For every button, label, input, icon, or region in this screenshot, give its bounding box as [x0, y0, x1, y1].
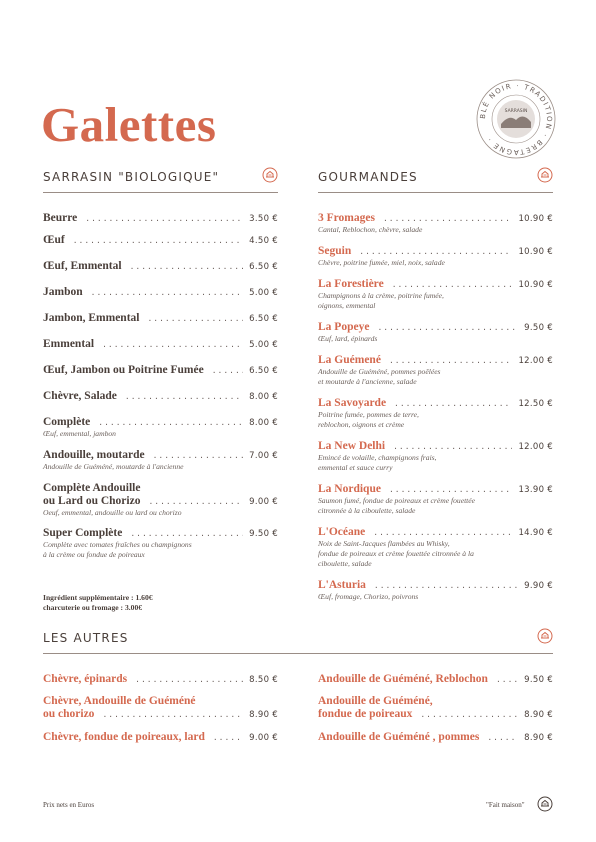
item-name: Chèvre, épinards [43, 673, 128, 685]
item-price: 9.00 € [249, 733, 278, 743]
item-name-line1: Chèvre, Andouille de Guéméné [43, 695, 196, 707]
menu-item [43, 312, 278, 324]
item-name: Jambon [43, 286, 83, 298]
menu-item [43, 673, 278, 685]
fait-maison-icon [537, 628, 553, 644]
item-price: 10.90 € [518, 214, 553, 224]
item-name: Super Complète [43, 527, 123, 539]
menu-item [318, 440, 553, 473]
item-description: Oeuf, emmental, andouille ou lard ou chorizo [43, 508, 182, 517]
menu-item [318, 397, 553, 430]
item-description: emmental et sauce curry [318, 462, 393, 472]
item-price: 3.50 € [249, 214, 278, 224]
item-description: Andouille de Guéméné, pommes poêlées [318, 367, 441, 376]
item-price: 7.00 € [249, 451, 278, 461]
item-price: 14.90 € [518, 528, 553, 538]
item-price: 9.90 € [524, 581, 553, 591]
item-price: 12.00 € [518, 356, 553, 366]
item-price: 9.50 € [524, 323, 553, 333]
item-name: La Guémené [318, 354, 381, 366]
fait-maison-icon [537, 167, 553, 183]
item-name: Andouille de Guéméné , pommes [318, 731, 480, 743]
item-name: Œuf, Jambon ou Poitrine Fumée [43, 364, 204, 376]
item-description: Champignons à la crème, poitrine fumée, [318, 291, 444, 300]
item-price: 8.90 € [249, 710, 278, 720]
section-title-gourmandes: GOURMANDES [318, 170, 418, 184]
item-name: Seguin [318, 245, 352, 257]
item-price: 9.50 € [249, 529, 278, 539]
item-price: 12.50 € [518, 399, 553, 409]
item-price: 6.50 € [249, 262, 278, 272]
item-description: Œuf, lard, épinards [318, 334, 378, 343]
item-price: 8.00 € [249, 418, 278, 428]
ble-noir-seal-icon [475, 78, 557, 160]
seal-center-text: SARRASIN [504, 109, 528, 114]
page-title: Galettes [41, 97, 217, 152]
menu-item [318, 278, 553, 311]
supplement-line: charcuterie ou fromage : 3.00€ [43, 603, 143, 612]
menu-item [318, 579, 553, 602]
item-description: Saumon fumé, fondue de poireaux et crème fouettée [318, 496, 476, 505]
item-price: 4.50 € [249, 236, 278, 246]
section-title-sarrasin: SARRASIN "BIOLOGIQUE" [43, 170, 220, 184]
item-price: 10.90 € [518, 280, 553, 290]
item-description: oignons, emmental [318, 300, 376, 310]
item-price: 6.50 € [249, 314, 278, 324]
menu-item [43, 234, 278, 246]
item-price: 9.50 € [524, 675, 553, 685]
item-description: et moutarde à l'ancienne, salade [318, 376, 417, 386]
item-description: ciboulette, salade [318, 558, 372, 568]
menu-item [318, 354, 553, 387]
menu-item [318, 212, 553, 235]
menu-item [43, 416, 278, 439]
menu-item [43, 482, 278, 518]
item-name: 3 Fromages [318, 212, 375, 224]
menu-item [318, 673, 553, 685]
item-description: Andouille de Guéméné, moutarde à l'ancienne [43, 462, 184, 471]
footer-prices-note: Prix nets en Euros [43, 801, 95, 809]
item-name: fondue de poireaux [318, 708, 413, 720]
item-name: ou Lard ou Chorizo [43, 495, 141, 507]
supplement-line: Ingrédient supplémentaire : 1.60€ [43, 593, 153, 602]
item-description: Œuf, emmental, jambon [43, 429, 116, 438]
item-name-line1: Complète Andouille [43, 482, 141, 494]
item-description: Complète avec tomates fraîches ou champignons [43, 540, 192, 549]
item-price: 8.50 € [249, 675, 278, 685]
item-description: reblochon, oignons et crème [318, 419, 405, 429]
item-description: Noix de Saint-Jacques flambées au Whisky, [318, 539, 450, 548]
section-rule [43, 192, 278, 193]
menu-item [318, 483, 553, 516]
item-price: 9.00 € [249, 497, 278, 507]
menu-item [43, 449, 278, 472]
item-description: à la crème ou fondue de poireaux [43, 549, 145, 559]
item-name-line1: Andouille de Guéméné, [318, 695, 433, 707]
item-name: La New Delhi [318, 440, 386, 452]
item-description: fondue de poireaux et crème fouettée citronnée à la [318, 548, 474, 558]
item-price: 13.90 € [518, 485, 553, 495]
item-name: La Forestière [318, 278, 384, 290]
menu-item [318, 695, 553, 720]
item-name: Beurre [43, 212, 78, 224]
item-price: 10.90 € [518, 247, 553, 257]
supplement-note [43, 593, 153, 613]
menu-item [43, 364, 278, 376]
menu-item [43, 527, 278, 560]
item-name: Emmental [43, 338, 95, 350]
menu-item [318, 321, 553, 344]
item-name: La Popeye [318, 321, 370, 333]
menu-item [43, 338, 278, 350]
menu-item [318, 245, 553, 268]
item-name: La Nordique [318, 483, 381, 495]
item-price: 5.00 € [249, 288, 278, 298]
menu-item [43, 260, 278, 272]
menu-item [43, 390, 278, 402]
section-rule [43, 653, 553, 654]
item-name: Jambon, Emmental [43, 312, 140, 324]
item-price: 5.00 € [249, 340, 278, 350]
menu-item [43, 695, 278, 720]
item-name: L'Océane [318, 526, 366, 538]
item-name: La Savoyarde [318, 397, 387, 409]
item-name: Complète [43, 416, 91, 428]
item-name: Œuf, Emmental [43, 260, 122, 272]
item-description: Poitrine fumée, pommes de terre, [318, 410, 419, 419]
item-price: 12.00 € [518, 442, 553, 452]
item-name: L'Asturia [318, 579, 366, 591]
section-title-autres: LES AUTRES [43, 631, 129, 645]
item-description: Chèvre, poitrine fumée, miel, noix, salade [318, 258, 445, 267]
fait-maison-icon [262, 167, 278, 183]
item-description: Œuf, fromage, Chorizo, poivrons [318, 592, 419, 601]
menu-item [43, 212, 278, 224]
item-price: 8.00 € [249, 392, 278, 402]
item-description: citronnée à la ciboulette, salade [318, 505, 416, 515]
item-price: 8.90 € [524, 733, 553, 743]
item-description: Emincé de volaille, champignons frais, [318, 453, 437, 462]
seal-ring-text: BLÉ NOIR · TRADITION · BRETAGNE · [478, 81, 554, 157]
item-name: Andouille de Guéméné, Reblochon [318, 673, 488, 685]
item-name: Chèvre, fondue de poireaux, lard [43, 731, 205, 743]
item-name: ou chorizo [43, 708, 95, 720]
item-name: Œuf [43, 234, 65, 246]
menu-item [318, 526, 553, 568]
item-price: 6.50 € [249, 366, 278, 376]
fait-maison-icon [537, 796, 553, 812]
item-name: Chèvre, Salade [43, 390, 117, 402]
item-description: Cantal, Reblochon, chèvre, salade [318, 225, 423, 234]
menu-item [43, 731, 278, 743]
footer-fait-maison: "Fait maison" [486, 801, 525, 809]
menu-item [43, 286, 278, 298]
item-price: 8.90 € [524, 710, 553, 720]
item-name: Andouille, moutarde [43, 449, 145, 461]
menu-item [318, 731, 553, 743]
section-rule [318, 192, 553, 193]
